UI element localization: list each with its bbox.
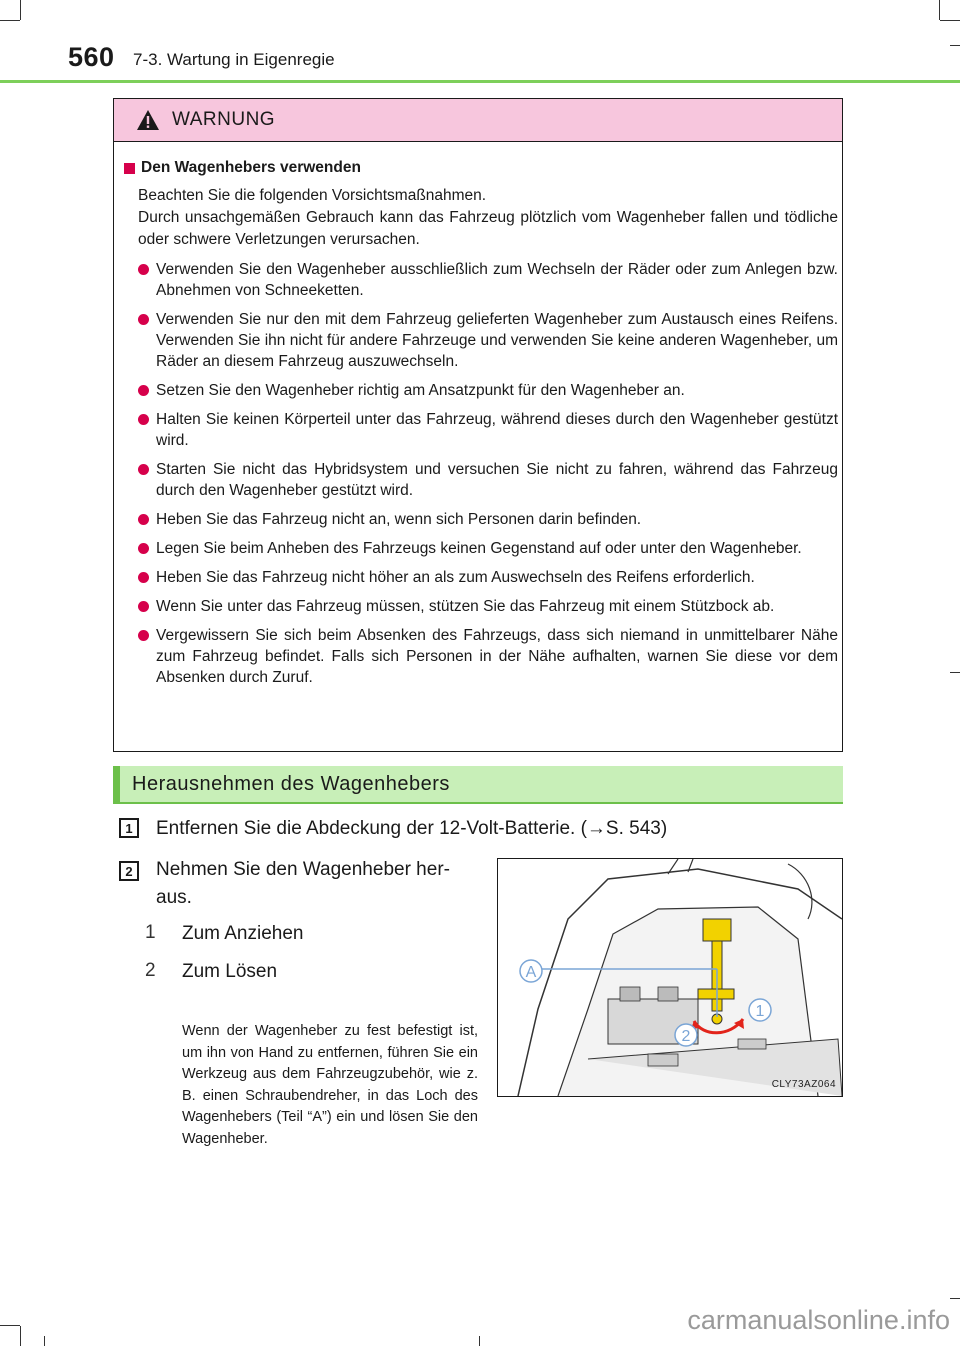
step-text: Nehmen Sie den Wagenheber her- bbox=[156, 859, 450, 880]
illustration-label-1: 1 bbox=[755, 1003, 765, 1020]
warning-bullet bbox=[138, 596, 838, 617]
crop-mark bbox=[479, 1336, 480, 1346]
chapter-title: 7-3. Wartung in Eigenregie bbox=[133, 50, 335, 69]
warning-subheading-text: Den Wagenhebers verwenden bbox=[141, 159, 361, 176]
bullet-text: Vergewissern Sie sich beim Absenken des Fahrzeugs, dass sich niemand in unmittelbarer Nähe zum Fahrzeug befindet. Falls sich Personen in der Nähe aufhalten, warnen Sie diese vor dem Absenken durch Zuruf. bbox=[156, 627, 838, 686]
crop-mark bbox=[20, 1326, 21, 1346]
trunk-jack-drawing bbox=[498, 859, 842, 1096]
crop-mark bbox=[0, 1325, 20, 1326]
crop-mark bbox=[950, 45, 960, 46]
bullet-text: Verwenden Sie den Wagenheber ausschließlich zum Wechseln der Räder oder zum Anlegen bzw. Abnehmen von Schneeketten. bbox=[156, 261, 838, 299]
warning-bullet bbox=[138, 259, 838, 301]
warning-box bbox=[113, 98, 843, 752]
bullet-text: Halten Sie keinen Körperteil unter das Fahrzeug, während dieses durch den Wagenheber gestützt wird. bbox=[156, 411, 838, 449]
bullet-text: Heben Sie das Fahrzeug nicht höher an als zum Auswechseln des Reifens erforderlich. bbox=[156, 569, 755, 586]
warning-intro bbox=[138, 185, 838, 251]
watermark: carmanualsonline.info bbox=[687, 1305, 950, 1335]
sub-item-number: 2 bbox=[145, 960, 156, 981]
circle-bullet-icon bbox=[138, 630, 149, 641]
bullet-text: Heben Sie das Fahrzeug nicht an, wenn sich Personen darin befinden. bbox=[156, 511, 642, 528]
circle-bullet-icon bbox=[138, 572, 149, 583]
illustration-code: CLY73AZ064 bbox=[771, 1079, 836, 1090]
warning-triangle-icon bbox=[136, 109, 160, 131]
sub-item-text: Zum Anziehen bbox=[182, 923, 304, 944]
circle-bullet-icon bbox=[138, 414, 149, 425]
warning-bullet bbox=[138, 625, 838, 688]
circle-bullet-icon bbox=[138, 264, 149, 275]
note-text: Wenn der Wagenheber zu fest befestigt ist, um ihn von Hand zu entfernen, führen Sie ein Werkzeug aus dem Fahrzeugzubehör, wie z. B. einen Schraubendreher, in das Loch des Wagenhebers (Teil “A”) ein und lösen Sie den Wagenheber. bbox=[182, 1023, 478, 1147]
illustration-label-a: A bbox=[525, 964, 537, 981]
sub-item-number: 1 bbox=[145, 922, 156, 943]
warning-title: WARNUNG bbox=[172, 109, 276, 130]
warning-intro-line: Beachten Sie die folgenden Vorsichtsmaßnahmen. bbox=[138, 187, 487, 204]
warning-header bbox=[114, 99, 842, 142]
step-text: aus. bbox=[156, 887, 192, 908]
illustration-label-2: 2 bbox=[681, 1028, 691, 1045]
warning-bullet bbox=[138, 309, 838, 372]
page-number: 560 bbox=[68, 42, 115, 72]
circle-bullet-icon bbox=[138, 543, 149, 554]
warning-subheading bbox=[124, 159, 361, 177]
crop-mark bbox=[950, 1298, 960, 1299]
warning-intro-line: Durch unsachgemäßen Gebrauch kann das Fahrzeug plötzlich vom Wagenheber fallen und tödliche oder schwere Verletzungen verursachen. bbox=[138, 209, 838, 248]
step-text: Entfernen Sie die Abdeckung der 12-Volt-Batterie. (→S. 543) bbox=[156, 818, 668, 839]
sub-item-text: Zum Lösen bbox=[182, 961, 278, 982]
warning-bullet bbox=[138, 538, 838, 559]
crop-mark bbox=[44, 1336, 45, 1346]
circle-bullet-icon bbox=[138, 464, 149, 475]
jack-illustration bbox=[497, 858, 843, 1097]
crop-mark bbox=[20, 0, 21, 20]
circle-bullet-icon bbox=[138, 385, 149, 396]
circle-bullet-icon bbox=[138, 514, 149, 525]
bullet-text: Verwenden Sie nur den mit dem Fahrzeug gelieferten Wagenheber zum Austausch eines Reifens. Verwenden Sie ihn nicht für andere Fahrzeuge und verwenden Sie keine anderen Wagenheber, um Räder an diesem Fahrzeug auszuwechseln. bbox=[156, 311, 838, 370]
circle-bullet-icon bbox=[138, 314, 149, 325]
crop-mark bbox=[939, 0, 940, 20]
header-divider bbox=[0, 80, 960, 83]
circle-bullet-icon bbox=[138, 601, 149, 612]
warning-bullet bbox=[138, 567, 838, 588]
section-heading bbox=[113, 766, 843, 804]
section-heading-text: Herausnehmen des Wagenhebers bbox=[132, 772, 450, 795]
warning-bullet-list bbox=[138, 259, 838, 696]
bullet-text: Starten Sie nicht das Hybridsystem und versuchen Sie nicht zu fahren, während das Fahrzeug durch den Wagenheber gestützt wird. bbox=[156, 461, 838, 499]
bullet-text: Legen Sie beim Anheben des Fahrzeugs keinen Gegenstand auf oder unter den Wagenheber. bbox=[156, 540, 802, 557]
warning-bullet bbox=[138, 409, 838, 451]
crop-mark bbox=[940, 20, 960, 21]
square-bullet-icon bbox=[124, 163, 135, 174]
bullet-text: Setzen Sie den Wagenheber richtig am Ansatzpunkt für den Wagenheber an. bbox=[156, 382, 685, 399]
step-number-box: 1 bbox=[119, 818, 139, 838]
warning-bullet bbox=[138, 380, 838, 401]
crop-mark bbox=[0, 20, 20, 21]
warning-bullet bbox=[138, 509, 838, 530]
step-number-box: 2 bbox=[119, 861, 139, 881]
bullet-text: Wenn Sie unter das Fahrzeug müssen, stützen Sie das Fahrzeug mit einem Stützbock ab. bbox=[156, 598, 775, 615]
warning-bullet bbox=[138, 459, 838, 501]
crop-mark bbox=[950, 672, 960, 673]
